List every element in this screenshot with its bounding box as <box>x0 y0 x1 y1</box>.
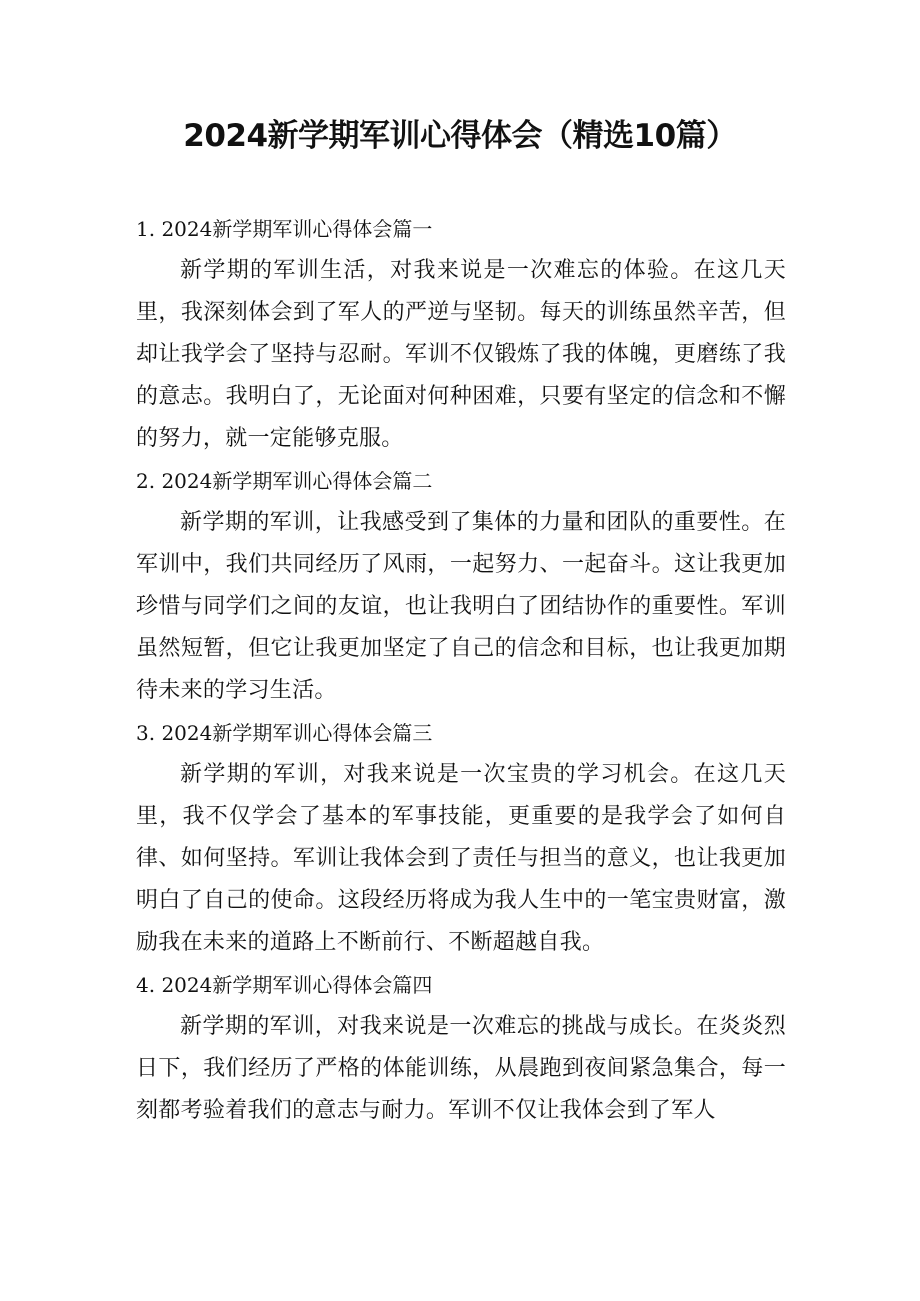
section-paragraph: 新学期的军训，对我来说是一次宝贵的学习机会。在这几天里，我不仅学会了基本的军事技能，更重要的是我学会了如何自律、如何坚持。军训让我体会到了责任与担当的意义，也让我更加明白了自己的使命。这段经历将成为我人生中的一笔宝贵财富，激励我在未来的道路上不断前行、不断超越自我。 <box>136 762 786 955</box>
document-title: 2024新学期军训心得体会（精选10篇） <box>183 118 737 154</box>
section-2 <box>136 460 786 712</box>
document-body <box>136 208 786 1132</box>
section-3 <box>136 712 786 964</box>
section-heading: 2. 2024新学期军训心得体会篇二 <box>136 469 433 493</box>
section-heading: 3. 2024新学期军训心得体会篇三 <box>136 721 433 745</box>
section-heading: 4. 2024新学期军训心得体会篇四 <box>136 973 433 997</box>
section-paragraph: 新学期的军训，让我感受到了集体的力量和团队的重要性。在军训中，我们共同经历了风雨，一起努力、一起奋斗。这让我更加珍惜与同学们之间的友谊，也让我明白了团结协作的重要性。军训虽然短暂，但它让我更加坚定了自己的信念和目标，也让我更加期待未来的学习生活。 <box>136 510 786 703</box>
section-heading: 1. 2024新学期军训心得体会篇一 <box>136 217 433 241</box>
section-paragraph: 新学期的军训，对我来说是一次难忘的挑战与成长。在炎炎烈日下，我们经历了严格的体能训练，从晨跑到夜间紧急集合，每一刻都考验着我们的意志与耐力。军训不仅让我体会到了军人 <box>136 1014 786 1123</box>
section-paragraph: 新学期的军训生活，对我来说是一次难忘的体验。在这几天里，我深刻体会到了军人的严逆与坚韧。每天的训练虽然辛苦，但却让我学会了坚持与忍耐。军训不仅锻炼了我的体魄，更磨练了我的意志。我明白了，无论面对何种困难，只要有坚定的信念和不懈的努力，就一定能够克服。 <box>136 258 786 451</box>
section-4 <box>136 964 786 1132</box>
section-1 <box>136 208 786 460</box>
